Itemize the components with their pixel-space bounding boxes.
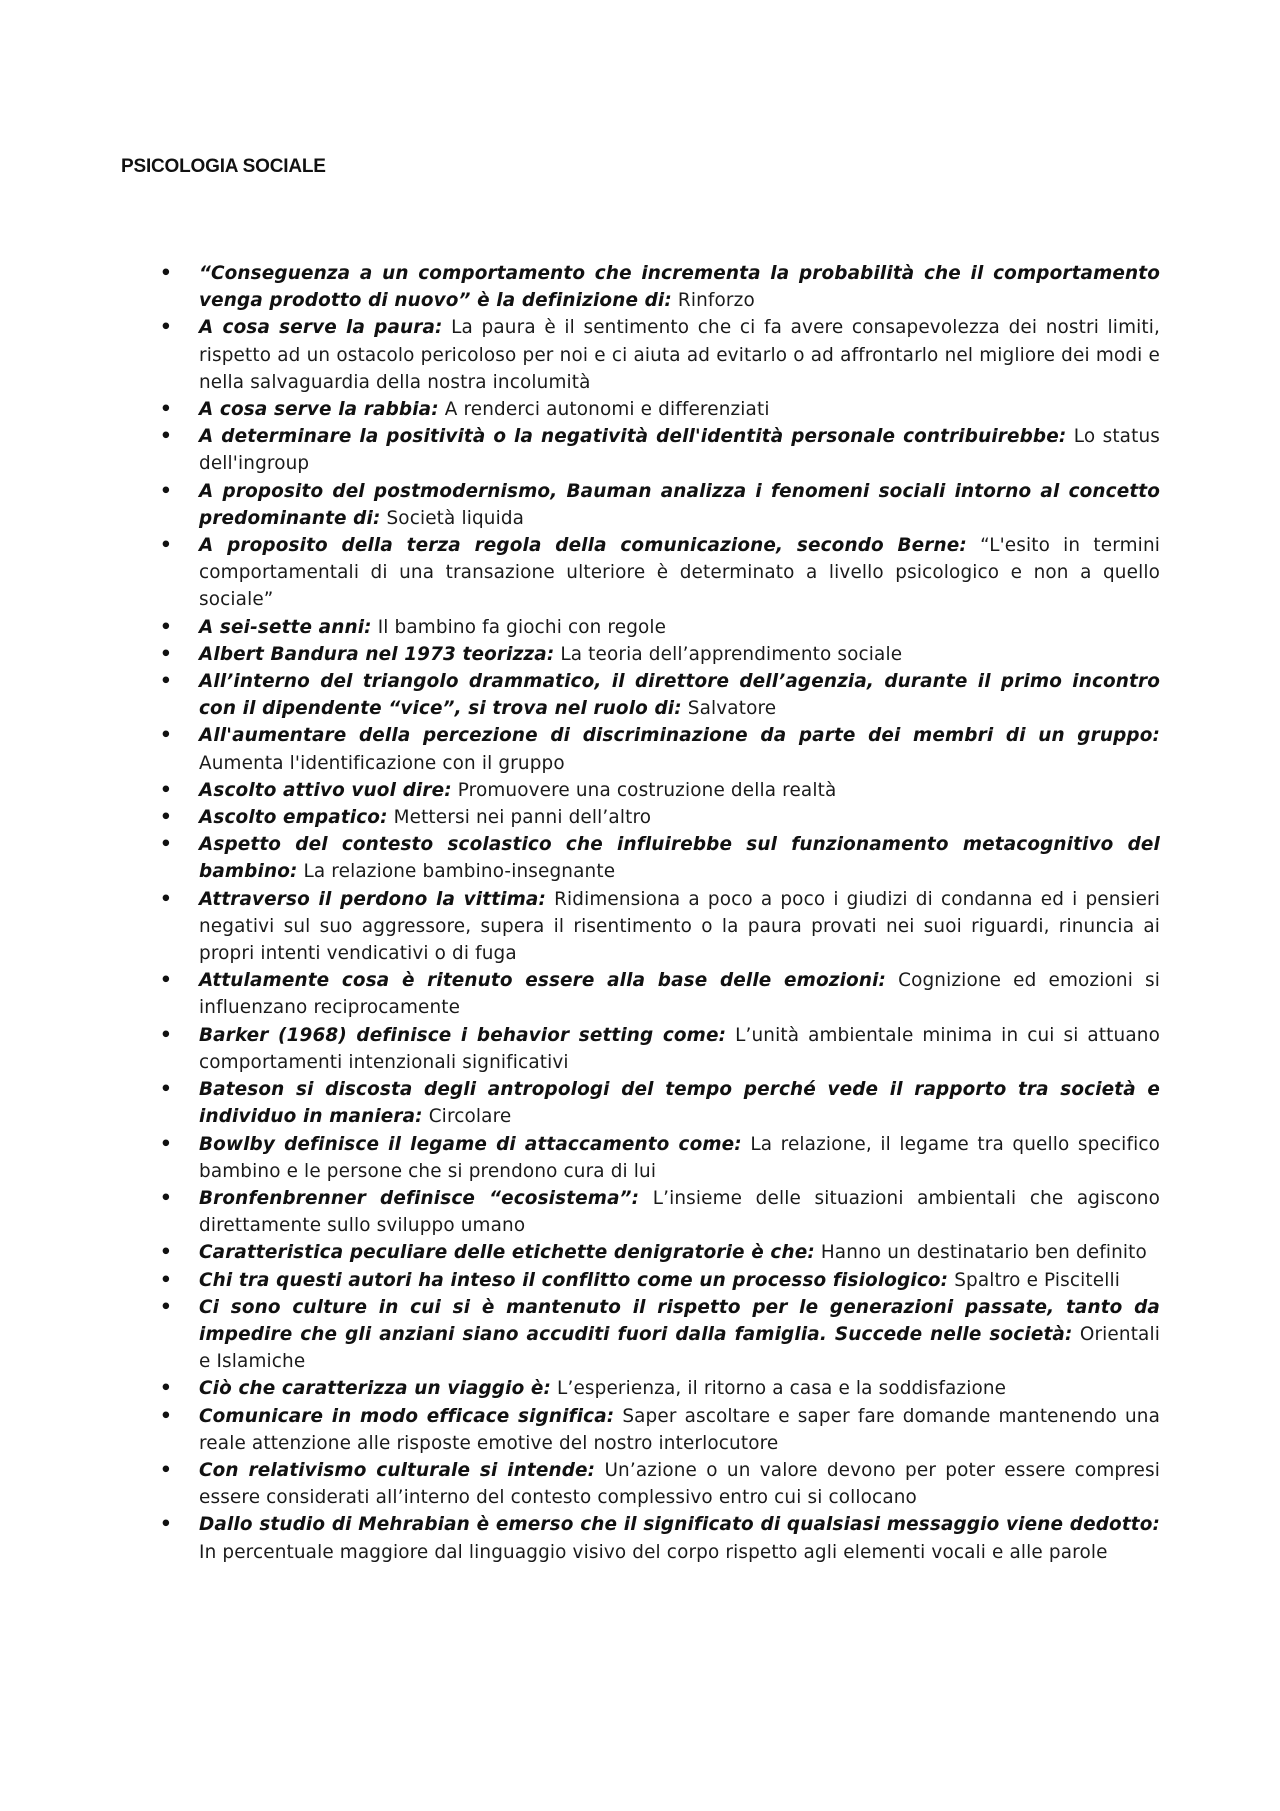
question-text: “Conseguenza a un comportamento che incrementa la probabilità che il comportamento venga prodotto di nuovo” è la definizione di: — [199, 263, 1160, 312]
list-item — [160, 478, 1160, 532]
answer-text: La teoria dell’apprendimento sociale — [560, 643, 903, 665]
answer-text: L’insieme delle situazioni ambientali che agiscono direttamente sullo sviluppo umano — [199, 1187, 1160, 1237]
answer-text: Un’azione o un valore devono per poter essere compresi essere considerati all’interno del contesto complessivo entro cui si collocano — [199, 1459, 1160, 1509]
bullet-icon: • — [160, 1242, 172, 1264]
bullet-icon: • — [160, 480, 172, 502]
bullet-icon: • — [160, 535, 172, 557]
answer-text: Promuovere una costruzione della realtà — [457, 779, 837, 801]
answer-text: A renderci autonomi e differenziati — [444, 399, 770, 421]
bullet-icon: • — [160, 779, 172, 801]
question-text: A proposito della terza regola della comunicazione, secondo Berne: — [199, 535, 967, 557]
list-item — [160, 804, 1160, 831]
answer-text: In percentuale maggiore dal linguaggio visivo del corpo rispetto agli elementi vocali e alle parole — [199, 1541, 1108, 1563]
bullet-icon: • — [160, 970, 172, 992]
answer-text: Saper ascoltare e saper fare domande mantenendo una reale attenzione alle risposte emotive del nostro interlocutore — [199, 1405, 1160, 1454]
bullet-icon: • — [160, 616, 172, 638]
answer-text: La relazione bambino-insegnante — [303, 861, 616, 883]
list-item — [160, 641, 1160, 668]
list-item — [160, 532, 1160, 614]
answer-text: Il bambino fa giochi con regole — [377, 616, 667, 638]
list-item — [160, 831, 1160, 885]
list-item — [160, 1185, 1160, 1239]
question-text: Albert Bandura nel 1973 teorizza: — [199, 643, 555, 665]
question-text: Attraverso il perdono la vittima: — [199, 888, 546, 910]
question-text: Bronfenbrenner definisce “ecosistema”: — [199, 1187, 640, 1209]
question-text: Dallo studio di Mehrabian è emerso che il significato di qualsiasi messaggio viene dedotto: — [199, 1514, 1160, 1536]
list-item — [160, 886, 1160, 968]
question-text: Ciò che caratterizza un viaggio è: — [199, 1378, 552, 1400]
list-item — [160, 423, 1160, 477]
bullet-icon: • — [160, 807, 172, 829]
bullet-icon: • — [160, 643, 172, 665]
list-item — [160, 1457, 1160, 1511]
list-item — [160, 1076, 1160, 1130]
answer-text: L’unità ambientale minima in cui si attuano comportamenti intenzionali significativi — [199, 1024, 1160, 1073]
question-text: Con relativismo culturale si intende: — [199, 1459, 596, 1481]
list-item — [160, 668, 1160, 722]
bullet-icon: • — [160, 1269, 172, 1291]
answer-text: La paura è il sentimento che ci fa avere consapevolezza dei nostri limiti, rispetto ad un ostacolo pericoloso per noi e ci aiuta ad evitarlo o ad affrontarlo nel migliore dei modi e nella salvaguardia della nostra incolumità — [199, 317, 1161, 393]
list-item — [160, 396, 1160, 423]
list-item — [160, 614, 1160, 641]
question-text: A cosa serve la paura: — [199, 317, 443, 339]
question-text: Caratteristica peculiare delle etichette denigratorie è che: — [199, 1242, 815, 1264]
answer-text: L’esperienza, il ritorno a casa e la soddisfazione — [557, 1378, 1007, 1400]
bullet-icon: • — [160, 1296, 172, 1318]
list-item — [160, 1294, 1160, 1376]
question-answer-list — [160, 260, 1160, 1566]
question-text: A cosa serve la rabbia: — [199, 399, 439, 421]
bullet-icon: • — [160, 1514, 172, 1536]
list-item — [160, 1267, 1160, 1294]
question-text: Ascolto empatico: — [199, 807, 388, 829]
question-text: All'aumentare della percezione di discriminazione da parte dei membri di un gruppo: — [199, 725, 1160, 747]
bullet-icon: • — [160, 671, 172, 693]
answer-text: Lo status dell'ingroup — [199, 426, 1160, 475]
question-text: All’interno del triangolo drammatico, il direttore dell’agenzia, durante il primo incontro con il dipendente “vice”, si trova nel ruolo di: — [199, 671, 1160, 720]
answer-text: Ridimensiona a poco a poco i giudizi di condanna ed i pensieri negativi sul suo aggressore, supera il risentimento o la paura provati nei suoi riguardi, rinuncia ai propri intenti vendicativi o di fuga — [199, 888, 1161, 965]
question-text: Barker (1968) definisce i behavior setting come: — [199, 1024, 727, 1046]
question-text: Comunicare in modo efficace significa: — [199, 1405, 615, 1427]
bullet-icon: • — [160, 1133, 172, 1155]
bullet-icon: • — [160, 1459, 172, 1481]
answer-text: Orientali e Islamiche — [199, 1323, 1160, 1373]
bullet-icon: • — [160, 1024, 172, 1046]
document-title: PSICOLOGIA SOCIALE — [121, 156, 326, 177]
question-text: Chi tra questi autori ha inteso il conflitto come un processo fisiologico: — [199, 1269, 949, 1291]
question-text: Bowlby definisce il legame di attaccamento come: — [199, 1133, 742, 1155]
bullet-icon: • — [160, 1378, 172, 1400]
bullet-icon: • — [160, 263, 172, 284]
list-item — [160, 967, 1160, 1021]
question-text: A proposito del postmodernismo, Bauman analizza i fenomeni sociali intorno al concetto predominante di: — [199, 480, 1160, 529]
bullet-icon: • — [160, 399, 172, 421]
answer-text: Circolare — [428, 1106, 512, 1128]
list-item — [160, 777, 1160, 804]
question-text: A determinare la positività o la negatività dell'identità personale contribuirebbe: — [199, 426, 1067, 448]
list-item — [160, 1375, 1160, 1402]
question-text: Ascolto attivo vuol dire: — [199, 779, 452, 801]
bullet-icon: • — [160, 1079, 172, 1101]
question-text: Ci sono culture in cui si è mantenuto il rispetto per le generazioni passate, tanto da impedire che gli anziani siano accuditi fuori dalla famiglia. Succede nelle società: — [199, 1296, 1160, 1345]
list-item — [160, 722, 1160, 776]
list-item — [160, 1022, 1160, 1076]
answer-text: La relazione, il legame tra quello specifico bambino e le persone che si prendono cura di lui — [199, 1133, 1160, 1182]
bullet-icon: • — [160, 426, 172, 448]
bullet-icon: • — [160, 888, 172, 910]
list-item — [160, 1511, 1160, 1565]
list-item — [160, 1131, 1160, 1185]
list-item — [160, 314, 1160, 396]
answer-text: Salvatore — [687, 698, 777, 720]
answer-text: Mettersi nei panni dell’altro — [393, 807, 652, 829]
answer-text: Hanno un destinatario ben definito — [820, 1242, 1147, 1264]
question-text: Aspetto del contesto scolastico che influirebbe sul funzionamento metacognitivo del bambino: — [199, 834, 1160, 883]
bullet-icon: • — [160, 725, 172, 747]
question-text: Attulamente cosa è ritenuto essere alla base delle emozioni: — [199, 970, 887, 992]
answer-text: “L'esito in termini comportamentali di una transazione ulteriore è determinato a livello psicologico e non a quello sociale” — [199, 535, 1161, 611]
list-item — [160, 1403, 1160, 1457]
list-item — [160, 260, 1160, 314]
answer-text: Rinforzo — [677, 290, 755, 312]
answer-text: Spaltro e Piscitelli — [954, 1269, 1120, 1291]
question-text: A sei-sette anni: — [199, 616, 372, 638]
list-item — [160, 1239, 1160, 1266]
answer-text: Aumenta l'identificazione con il gruppo — [199, 752, 565, 774]
answer-text: Cognizione ed emozioni si influenzano reciprocamente — [199, 970, 1160, 1019]
answer-text: Società liquida — [386, 507, 525, 529]
bullet-icon: • — [160, 1187, 172, 1209]
bullet-icon: • — [160, 1405, 172, 1427]
question-text: Bateson si discosta degli antropologi del tempo perché vede il rapporto tra società e individuo in maniera: — [199, 1079, 1160, 1128]
bullet-icon: • — [160, 834, 172, 856]
bullet-icon: • — [160, 317, 172, 339]
